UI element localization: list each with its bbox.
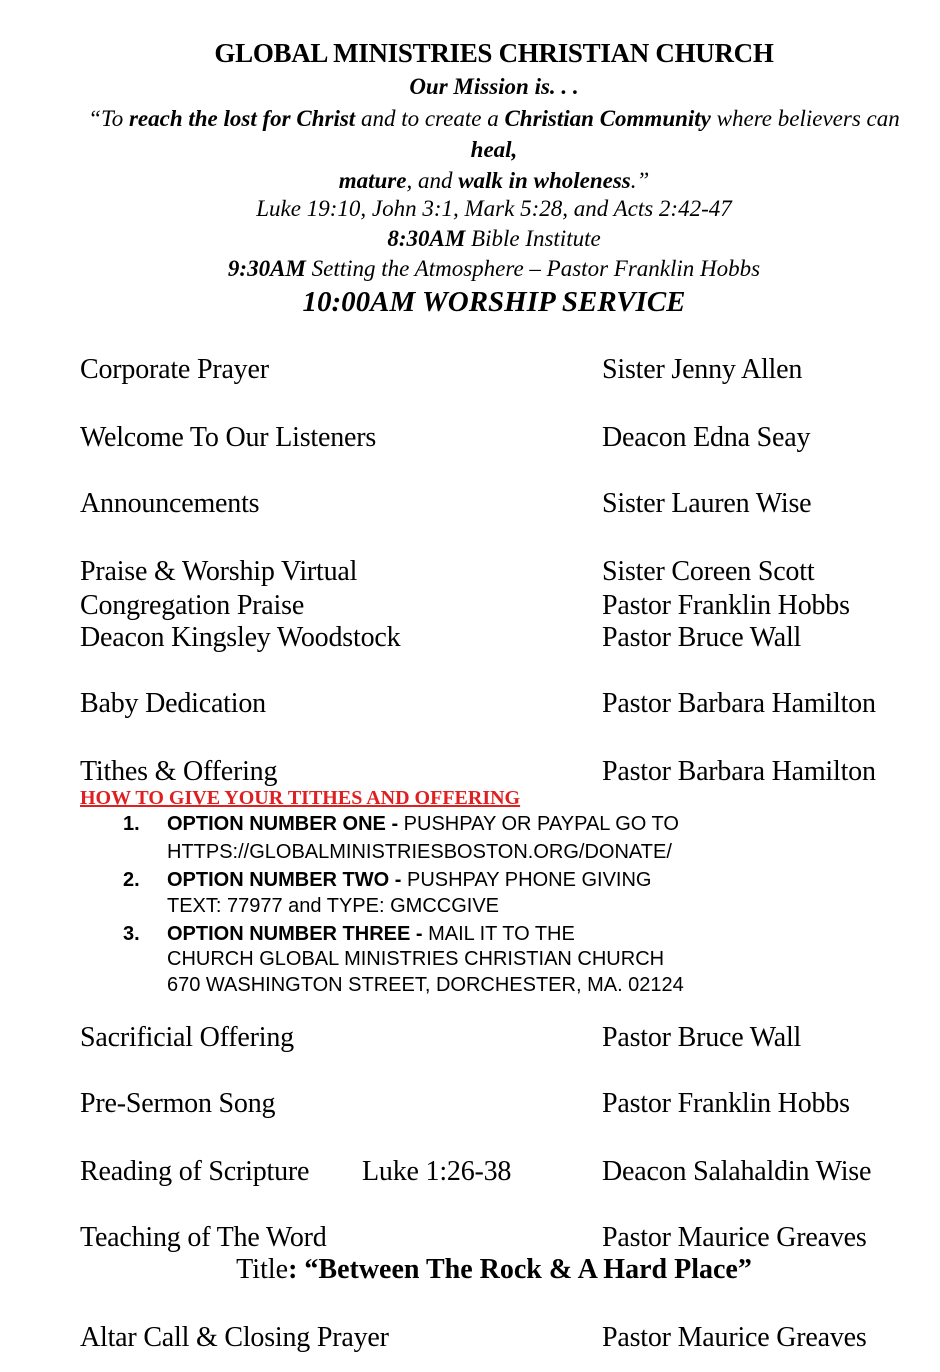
program-item: Congregation Praise [80, 590, 305, 621]
donate-url: HTTPS://GLOBALMINISTRIESBOSTON.ORG/DONATE/ [167, 841, 672, 863]
program-leader: Sister Coreen Scott [602, 556, 815, 587]
program-item: Baby Dedication [80, 688, 266, 719]
option-number: 2. [123, 869, 140, 891]
program-item: Altar Call & Closing Prayer [80, 1322, 389, 1353]
atmosphere-line: 9:30AM Setting the Atmosphere – Pastor Franklin Hobbs [227, 256, 761, 281]
option-three: OPTION NUMBER THREE - MAIL IT TO THE [167, 923, 575, 945]
program-leader: Pastor Franklin Hobbs [602, 590, 850, 621]
program-leader: Pastor Maurice Greaves [602, 1222, 867, 1253]
mail-address: 670 WASHINGTON STREET, DORCHESTER, MA. 02124 [167, 974, 684, 996]
program-item: Teaching of The Word [80, 1222, 327, 1253]
program-leader: Deacon Edna Seay [602, 422, 811, 453]
scripture-passage: Luke 1:26-38 [362, 1156, 512, 1187]
bible-institute-line: 8:30AM Bible Institute [387, 226, 601, 251]
program-item: Pre-Sermon Song [80, 1088, 276, 1119]
program-item: Sacrificial Offering [80, 1022, 294, 1053]
program-leader: Pastor Franklin Hobbs [602, 1088, 850, 1119]
scripture-references: Luke 19:10, John 3:1, Mark 5:28, and Acts 2:42-47 [256, 196, 732, 221]
program-item: Praise & Worship Virtual [80, 556, 358, 587]
mission-heading: Our Mission is. . . [409, 74, 579, 99]
program-item: Deacon Kingsley Woodstock [80, 622, 401, 653]
program-leader: Sister Jenny Allen [602, 354, 803, 385]
text-giving-instructions: TEXT: 77977 and TYPE: GMCCGIVE [167, 895, 499, 917]
mail-recipient: CHURCH GLOBAL MINISTRIES CHRISTIAN CHURCH [167, 948, 665, 970]
sermon-title: Title: “Between The Rock & A Hard Place” [236, 1254, 752, 1285]
program-leader: Pastor Barbara Hamilton [602, 688, 876, 719]
program-leader: Pastor Bruce Wall [602, 622, 802, 653]
option-number: 3. [123, 923, 140, 945]
program-item: Reading of Scripture [80, 1156, 310, 1187]
program-leader: Pastor Bruce Wall [602, 1022, 802, 1053]
mission-statement: “To reach the lost for Christ and to create a Christian Community where believers can heal, mature, and walk in wholeness.” [88, 106, 900, 193]
program-leader: Deacon Salahaldin Wise [602, 1156, 872, 1187]
giving-heading: HOW TO GIVE YOUR TITHES AND OFFERING [80, 787, 521, 809]
program-item: Welcome To Our Listeners [80, 422, 377, 453]
worship-service-heading: 10:00AM WORSHIP SERVICE [302, 286, 686, 318]
option-number: 1. [123, 813, 140, 835]
program-leader: Pastor Barbara Hamilton [602, 756, 876, 787]
program-item: Announcements [80, 488, 260, 519]
program-leader: Sister Lauren Wise [602, 488, 812, 519]
program-item: Tithes & Offering [80, 756, 278, 787]
program-leader: Pastor Maurice Greaves [602, 1322, 867, 1353]
program-item: Corporate Prayer [80, 354, 269, 385]
option-two: OPTION NUMBER TWO - PUSHPAY PHONE GIVING [167, 869, 652, 891]
option-one: OPTION NUMBER ONE - PUSHPAY OR PAYPAL GO TO [167, 813, 679, 835]
church-name: GLOBAL MINISTRIES CHRISTIAN CHURCH [214, 38, 774, 68]
